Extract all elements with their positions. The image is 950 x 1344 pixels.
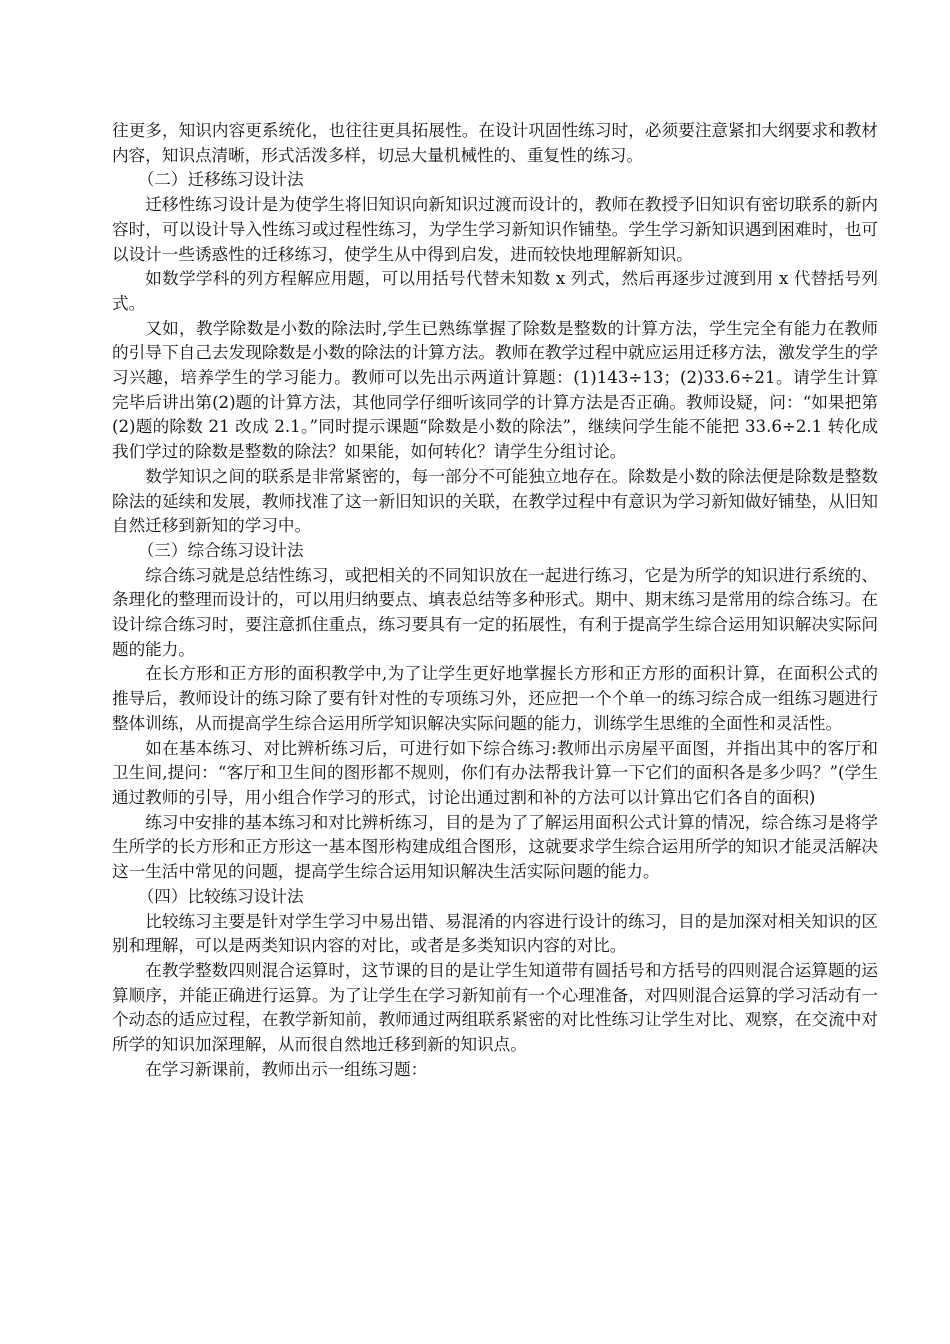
- paragraph: 迁移性练习设计是为使学生将旧知识向新知识过渡而设计的，教师在教授予旧知识有密切联系的新内容时，可以设计导入性练习或过程性练习，为学生学习新知识作铺垫。学生学习新知识遇到困难时，也可以设计一些诱惑性的迁移练习，使学生从中得到启发，进而较快地理解新知识。: [112, 195, 878, 264]
- paragraph: 比较练习主要是针对学生学习中易出错、易混淆的内容进行设计的练习，目的是加深对相关知识的区别和理解，可以是两类知识内容的对比，或者是多类知识内容的对比。: [112, 911, 878, 956]
- section-heading-comprehensive-practice: （三）综合练习设计法: [137, 540, 304, 560]
- paragraph: 如数学学科的列方程解应用题，可以用括号代替未知数 x 列式，然后再逐步过渡到用 x 代替括号列式。: [112, 269, 878, 313]
- paragraph: 在教学整数四则混合运算时，这节课的目的是让学生知道带有圆括号和方括号的四则混合运算题的运算顺序，并能正确进行运算。为了让学生在学习新知前有一个心理准备，对四则混合运算的学习活动有一个动态的适应过程，在教学新知前，教师通过两组联系紧密的对比性练习让学生对比、观察，在交流中对所学的知识加深理解，从而很自然地迁移到新的知识点。: [112, 960, 878, 1055]
- paragraph: 又如，教学除数是小数的除法时,学生已熟练掌握了除数是整数的计算方法，学生完全有能力在教师的引导下自己去发现除数是小数的除法的计算方法。教师在教学过程中就应运用迁移方法，激发学生的学习兴趣，培养学生的学习能力。教师可以先出示两道计算题：(1)143÷13；(2)33.6÷21。请学生计算完毕后讲出第(2)题的计算方法，其他同学仔细听该同学的计算方法是否正确。教师设疑，问：“如果把第(2)题的除数 21 改成 2.1。”同时提示课题“除数是小数的除法”，继续问学生能不能把 33.6÷2.1 转化成我们学过的除数是整数的除法？如果能，如何转化？请学生分组讨论。: [112, 318, 878, 462]
- section-heading-comparison-practice: （四）比较练习设计法: [137, 886, 304, 906]
- paragraph: 在长方形和正方形的面积教学中,为了让学生更好地掌握长方形和正方形的面积计算，在面积公式的推导后，教师设计的练习除了要有针对性的专项练习外，还应把一个个单一的练习综合成一组练习题进行整体训练，从而提高学生综合运用所学知识解决实际问题的能力，训练学生思维的全面性和灵活性。: [112, 664, 878, 733]
- paragraph: 数学知识之间的联系是非常紧密的，每一部分不可能独立地存在。除数是小数的除法便是除数是整数除法的延续和发展，教师找准了这一新旧知识的关联，在教学过程中有意识为学习新知做好铺垫，从旧知自然迁移到新知的学习中。: [112, 466, 878, 536]
- paragraph: 如在基本练习、对比辨析练习后，可进行如下综合练习:教师出示房屋平面图，并指出其中的客厅和卫生间,提问：“客厅和卫生间的图形都不规则，你们有办法帮我计算一下它们的面积各是多少吗？”(学生通过教师的引导，用小组合作学习的形式，讨论出通过割和补的方法可以计算出它们各自的面积): [112, 738, 878, 807]
- paragraph: 在学习新课前，教师出示一组练习题：: [145, 1059, 428, 1079]
- paragraph-continuation: 往更多，知识内容更系统化，也往往更具拓展性。在设计巩固性练习时，必须要注意紧扣大纲要求和教材内容，知识点清晰，形式活泼多样，切忌大量机械性的、重复性的练习。: [112, 121, 878, 165]
- paragraph: 综合练习就是总结性练习，或把相关的不同知识放在一起进行练习，它是为所学的知识进行系统的、条理化的整理而设计的，可以用归纳要点、填表总结等多种形式。期中、期末练习是常用的综合练习。在设计综合练习时，要注意抓住重点，练习要具有一定的拓展性，有利于提高学生综合运用知识解决实际问题的能力。: [112, 565, 878, 659]
- section-heading-transfer-practice: （二）迁移练习设计法: [137, 170, 304, 190]
- paragraph: 练习中安排的基本练习和对比辨析练习，目的是为了了解运用面积公式计算的情况，综合练习是将学生所学的长方形和正方形这一基本图形构建成组合图形，这就要求学生综合运用所学的知识才能灵活解决这一生活中常见的问题，提高学生综合运用知识解决生活实际问题的能力。: [112, 812, 878, 882]
- document-body: [112, 119, 878, 1082]
